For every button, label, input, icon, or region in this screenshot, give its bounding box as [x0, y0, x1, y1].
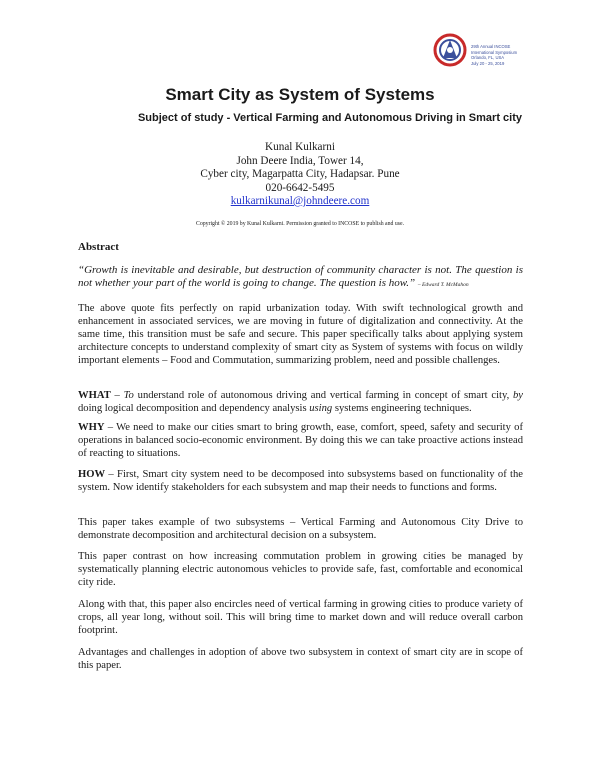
why-label: WHY [78, 422, 105, 433]
subsystems-paragraph: This paper takes example of two subsystems – Vertical Farming and Autonomous City Drive to demonstrate decomposition and architectural decision on a subsystem. [78, 517, 523, 541]
paper-subtitle: Subject of study - Vertical Farming and Autonomous Driving in Smart city [137, 112, 523, 124]
scope-paragraph: Advantages and challenges in adoption of above two subsystem in context of smart city are in scope of this paper. [78, 647, 523, 671]
author-address: Cyber city, Magarpatta City, Hadapsar. Pune [200, 168, 400, 180]
how-label: HOW [78, 469, 106, 480]
author-email-link[interactable]: kulkarnikunal@johndeere.com [230, 195, 370, 207]
epigraph-quote [78, 264, 523, 292]
what-label: WHAT [78, 390, 111, 401]
author-org: John Deere India, Tower 14, [236, 154, 364, 167]
author-block [0, 141, 600, 209]
quote-attribution: – Edward T. McMahon [417, 282, 469, 288]
commutation-paragraph: This paper contrast on how increasing commutation problem in growing cities be managed by systematically planning electric autonomous vehicles to provide safe, fast, comfortable and economical city ride. [78, 551, 523, 588]
incose-emblem-icon [430, 28, 470, 74]
author-phone: 020-6642-5495 [265, 181, 335, 194]
how-paragraph: HOW – First, Smart city system need to be decomposed into subsystems based on functionality of the system. Now identify stakeholders for each subsystem and map their needs to functions and forms. [78, 469, 523, 493]
what-paragraph: WHAT – To understand role of autonomous driving and vertical farming in concept of smart city, by doing logical decomposition and dependency analysis using systems engineering techniques. [78, 390, 523, 414]
logo-caption: 29th Annual INCOSE International Symposium Orlando, FL, USA July 20 - 25, 2019 [471, 44, 518, 66]
intro-paragraph: The above quote fits perfectly on rapid urbanization today. With swift technological growth and enhancement in associated services, we are moving in future of digitalization and connectivity. At the same time, this transition must be safe and secure. This paper specifically talks about applying system architecture concepts to understand complexity of smart city as System of systems with focus on wildly important elements – Food and Commutation, summarizing problem, need and possible challenges. [78, 303, 523, 366]
author-name: Kunal Kulkarni [265, 141, 335, 153]
quote-text: “Growth is inevitable and desirable, but destruction of community character is not. The question is not whether your part of the world is going to change. The question is how.” [78, 264, 523, 289]
vertical-farming-paragraph: Along with that, this paper also encircles need of vertical farming in growing cities to produce variety of crops, all year long, without soil. This will bring time to market down and will reduce overall carbon footprint. [78, 599, 523, 636]
paper-title: Smart City as System of Systems [165, 85, 435, 104]
abstract-heading: Abstract [78, 241, 119, 253]
why-paragraph: WHY – We need to make our cities smart to bring growth, ease, comfort, speed, safety and security of operations in balanced socio-economic environment. By doing this we can take proactive actions instead of reacting to situations. [78, 422, 523, 459]
copyright-notice: Copyright © 2019 by Kunal Kulkarni. Permission granted to INCOSE to publish and use. [195, 221, 405, 227]
